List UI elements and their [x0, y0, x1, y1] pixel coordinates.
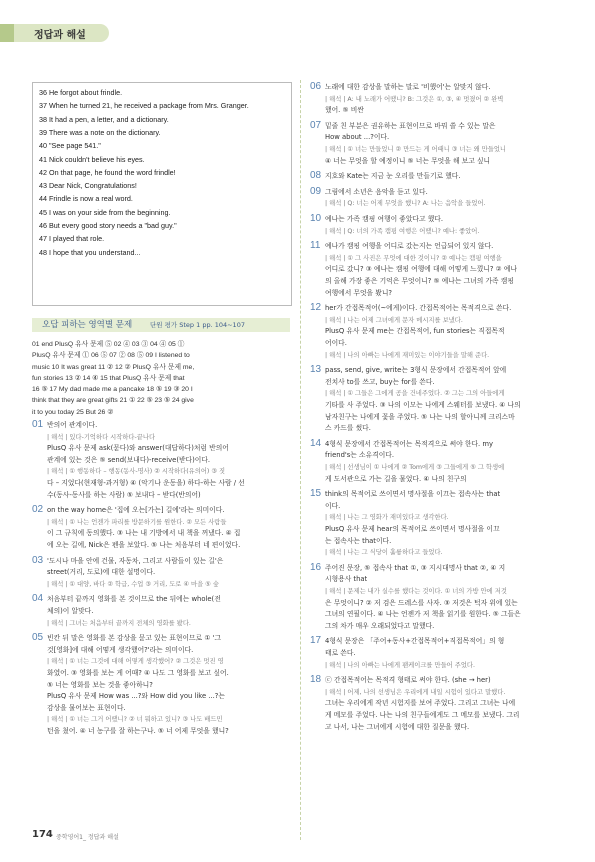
item-line: 반의어 관계이다. [47, 421, 98, 429]
item-line: 게 메모를 주었다. 나는 나의 친구들에게도 그 메모를 보냈다. 그리 [325, 710, 520, 719]
item-line: 그녀는 우리에게 작년 시험지를 보여 주었다. 그리고 그녀는 나에 [325, 699, 516, 708]
item-line: 화였어. ③ 영화를 보는 게 어때? ④ 나도 그 영화를 보고 싶어. [47, 668, 229, 677]
item-line: her가 간접목적어(~에게)이다. 간접목적어는 목적격으로 쓴다. [325, 304, 512, 313]
item-line: ⑤ 너는 영화를 보는 것을 좋아하니? [47, 680, 153, 689]
item-line: | 해석 | 선생님이 ① 나에게 ② Tom에게 ③ 그들에게 ⑤ 그 학생에 [325, 463, 505, 471]
item-line: | 해석 | 나의 아빠는 나에게 팬케이크를 만들어 주었다. [325, 661, 475, 669]
item-line: 4형식 문장에서 간접목적어는 목적격으로 써야 한다. my [325, 439, 493, 448]
explanation-item [310, 241, 578, 299]
explanation-item [310, 121, 578, 167]
item-line: | 해석 | 나는 그 영화가 재미있다고 생각한다. [325, 514, 449, 522]
item-line: | 해석 | ① 대양, 바다 ② 학급, 수업 ③ 거리, 도로 ④ 마을 ⑤ 숲 [47, 580, 219, 588]
answer-line: 16 ⑤ 17 My dad made me a pancake 18 ⑤ 19 ③ 20 I [32, 386, 193, 394]
item-line: | 해석 | 나는 어제 그녀에게 문자 메시지를 보냈다. [325, 316, 463, 324]
item-line: ⓒ 간접목적어는 목적격 형태로 써야 한다. (she → her) [325, 676, 491, 685]
item-line: 전치사 to를 쓰고, buy는 for를 쓴다. [325, 377, 435, 386]
explanation-item [32, 633, 294, 737]
item-line: | 해석 | Q: 너는 어제 무엇을 했니? A: 나는 음악을 들었어. [325, 200, 486, 208]
item-number: 07 [310, 119, 322, 131]
section-header [32, 318, 290, 332]
item-number: 11 [310, 240, 321, 252]
explanation-item [310, 214, 578, 237]
explanation-item [310, 439, 578, 485]
item-line: 예나는 가족 캠핑 여행이 좋았다고 했다. [325, 215, 444, 223]
item-line: | 해석 | ① 그들은 그에게 공을 건네주었다. ② 그는 그의 아들에게 [325, 390, 505, 398]
item-line: street(거리, 도로)에 대한 설명이다. [47, 568, 156, 577]
explanation-item [310, 636, 578, 671]
item-line: 고 나서, 나는 그녀에게 시험에 대한 질문을 했다. [325, 722, 470, 731]
item-line: 수(동사-동사를 하는 사람) ⑤ 보내다 – 받다(반의어) [47, 490, 201, 499]
item-line: | 해석 | 그녀는 처음부터 끝까지 전체의 영화를 봤다. [47, 619, 191, 627]
item-number: 08 [310, 170, 322, 182]
item-line: | 해석 | ① 그 사진은 무엇에 대한 것이니? ② 예나는 캠핑 여행을 [325, 254, 502, 262]
item-line: think의 목적어로 쓰이면서 명사절을 이끄는 접속사는 that [325, 490, 501, 499]
explanation-item [310, 82, 578, 117]
item-line: 이다. [325, 501, 341, 510]
box-line: 37 When he turned 21, he received a package from Mrs. Granger. [39, 101, 249, 111]
item-number: 14 [310, 437, 322, 449]
item-line: 그의 차가 매우 오래되었다고 말했다. [325, 621, 435, 630]
section-subtitle: 단원 평가 Step 1 pp. 104~107 [150, 321, 245, 329]
item-line: 했어. ⑤ 비싼 [325, 106, 364, 115]
item-line: friend's는 소유격이다. [325, 451, 395, 460]
section-title: 오답 피하는 영역별 문제 [42, 320, 133, 330]
item-line: 남자친구는 나에게 꽃을 주었다. ⑤ 나는 나의 할아니께 크리스마 [325, 412, 515, 421]
answer-line: it to you today 25 But 26 ② [32, 408, 114, 416]
explanation-item [310, 675, 578, 733]
item-line: PlusQ 유사 문제 me는 간접목적어, fun stories는 직접목적 [325, 327, 505, 336]
item-line: ④ 너는 무엇을 할 예정이니 ⑤ 너는 무엇을 해 보고 싶니 [325, 156, 491, 165]
box-line: 46 But every good story needs a "bad guy." [39, 221, 177, 230]
item-line: 것[영화]에 대해 어떻게 생각했어?'라는 의미이다. [47, 645, 194, 654]
box-line: 38 It had a pen, a letter, and a dictionary. [39, 114, 169, 124]
item-line: 에 오는 길에, Nick은 펜을 보았다. ⑤ 나는 처음부터 네 편이었다. [47, 540, 241, 549]
item-line: | 해석 | 나는 그 식당이 훌륭하다고 들었다. [325, 549, 443, 557]
item-line: 태로 쓴다. [325, 648, 356, 657]
item-line: 스 카드를 썼다. [325, 424, 371, 433]
item-number: 12 [310, 302, 322, 314]
item-number: 03 [32, 554, 44, 566]
box-line: 41 Nick couldn't believe his eyes. [39, 154, 145, 164]
sentence-box [32, 82, 292, 306]
item-line: pass, send, give, write는 3형식 문장에서 간접목적어 앞에 [325, 366, 507, 375]
item-number: 17 [310, 635, 322, 647]
item-line: | 해석 | 나의 아빠는 나에게 재미있는 이야기들을 말해 준다. [325, 351, 490, 359]
item-line: PlusQ 유사 문제 ask(묻다)와 answer(대답하다)처럼 반의어 [47, 444, 229, 453]
footer-text: 중학영어1_ 정답과 해설 [56, 834, 119, 841]
item-line: | 해석 | ① 나는 언젠가 파리를 방문하기를 원한다. ② 모든 사람들 [47, 518, 227, 526]
item-line: 의 올해 가장 좋은 기억은 무엇이니? ⑤ 예나는 그녀의 가족 캠핑 [325, 276, 514, 285]
box-line: 43 Dear Nick, Congratulations! [39, 181, 137, 191]
item-line: 예나가 캠핑 여행을 어디로 갔는지는 언급되어 있지 않다. [325, 242, 494, 251]
explanation-item [310, 303, 578, 361]
item-line: 관계에 있는 것은 ⑤ send(보내다)-receive(받다)이다. [47, 455, 211, 464]
item-line: 감상을 물어보는 표현이다. [47, 703, 126, 712]
item-line: 게 도서관으로 가는 길을 물었다. ④ 나의 친구의 [325, 474, 467, 483]
explanation-item [310, 563, 578, 633]
item-line: 4형식 문장은 「주어+동사+간접목적어+직접목적어」의 형 [325, 637, 505, 646]
box-line: 45 I was on your side from the beginning. [39, 207, 171, 217]
explanation-item [32, 594, 294, 629]
item-line: 처음부터 끝까지 영화를 본 것이므로 the 뒤에는 whole(전 [47, 595, 221, 604]
explanation-item [310, 489, 578, 559]
header-tab [0, 24, 14, 42]
item-line: | 해석 | 문제는 내가 실수를 했다는 것이다. ① 너의 가방 안에 저것 [325, 587, 507, 595]
explanation-item [32, 556, 294, 591]
item-line: 시형용사 that [325, 575, 368, 584]
box-line: 48 I hope that you understand... [39, 247, 141, 257]
page-number: 174 [32, 829, 53, 840]
item-number: 02 [32, 504, 44, 516]
item-line: 체의)이 알맞다. [47, 606, 94, 615]
item-line: 지호와 Kate는 지금 눈 오리를 만들기로 했다. [325, 172, 461, 181]
explanation-item [32, 505, 294, 551]
item-line: How about ...?이다. [325, 133, 390, 142]
page-title: 정답과 해설 [34, 30, 86, 41]
item-number: 09 [310, 185, 322, 197]
column-divider [300, 80, 301, 840]
item-number: 16 [310, 561, 322, 573]
item-line: 은 무엇이니? ② 저 검은 드레스를 사자. ③ 저것은 턱자 위에 있는 [325, 598, 518, 607]
item-number: 06 [310, 81, 322, 92]
box-line: 39 There was a note on the dictionary. [39, 127, 161, 137]
item-line: 기타를 사 주었다. ③ 나의 이모는 나에게 스웨터를 보냈다. ④ 나의 [325, 400, 521, 409]
item-number: 13 [310, 364, 322, 376]
item-line: | 해석 | ① 행동하다 – 행동(동사-명사) ② 시작하다(유의어) ③ 짓 [47, 468, 226, 476]
item-number: 18 [310, 674, 322, 686]
answer-key [32, 339, 294, 418]
answer-line: music 10 It was great 11 ② 12 ② PlusQ 유사 문제 me, [32, 363, 195, 371]
item-line: 는 접속사는 that이다. [325, 536, 392, 545]
item-line: PlusQ 유사 문제 How was ...?와 How did you like ...?는 [47, 692, 225, 701]
item-line: 어디로 갔니? ③ 예나는 캠핑 여행에 대해 어떻게 느꼈니? ② 예나 [325, 265, 518, 274]
item-line: 주어진 문장, ⑤ 접속사 that ①, ③ 지시대명사 that ②, ④ 지 [325, 563, 506, 572]
item-line: 다 – 지었다(현재형-과거형) ④ (악기나 운동을) 하다-하는 사람 / 선 [47, 478, 245, 487]
item-line: 여행에서 무엇을 봤니? [325, 288, 393, 297]
item-line: 그림에서 소년은 음악을 듣고 있다. [325, 187, 428, 196]
answer-line: PlusQ 유사 문제 ① 06 ⑤ 07 ② 08 ⑤ 09 I listened to [32, 352, 190, 360]
item-line: 턴을 쳤어. ④ 너 농구를 잘 하는구나. ⑤ 너 어제 무엇을 했니? [47, 726, 229, 735]
item-number: 10 [310, 213, 322, 224]
item-line: | 해석 | ① 너는 만들었니 ② 만드는 게 어때니 ③ 너는 왜 만들었니 [325, 145, 507, 153]
item-number: 05 [32, 632, 44, 644]
item-line: | 해석 | A: 내 노래가 어땠니? B: 그것은 ①, ③, ④ 멋졌어 ② 완벽 [325, 95, 504, 103]
item-line: 빈칸 뒤 말은 영화를 본 감상을 묻고 있는 표현이므로 ① '그 [47, 634, 222, 643]
item-line: 어이다. [325, 338, 347, 347]
answer-line: fun stories 13 ② 14 ④ 15 that PlusQ 유사 문제 that [32, 374, 185, 382]
explanation-item [310, 187, 578, 210]
explanation-item [310, 365, 578, 435]
box-line: 44 Frindle is now a real word. [39, 194, 133, 204]
answer-line: think that they are great gifts 21 ① 22 ⑤ 23 ⑤ 24 give [32, 397, 194, 405]
item-number: 15 [310, 488, 322, 500]
answer-line: 01 end PlusQ 유사 문제 ⑤ 02 ④ 03 ③ 04 ④ 05 ① [32, 341, 185, 348]
item-line: | 해석 | 어제, 나의 선생님은 우리에게 내일 시험이 있다고 말했다. [325, 688, 506, 696]
item-number: 01 [32, 419, 44, 430]
box-line: 47 I played that role. [39, 234, 105, 244]
item-line: '도시나 마을 안에 건물, 자동차, 그리고 사람들이 있는 길'은 [47, 556, 224, 565]
item-line: 그녀의 연필이다. ④ 나는 언젠가 저 책을 읽기를 원한다. ⑤ 그들은 [325, 610, 521, 619]
box-line: 36 He forgot about frindle. [39, 88, 123, 97]
item-line: | 해석 | ① 너는 그거 어땠니? ② 너 뭐하고 있니? ③ 나도 배드민 [47, 716, 223, 724]
item-line: 밑줄 친 부분은 권유하는 표현이므로 바꿔 쓸 수 있는 말은 [325, 121, 496, 130]
item-number: 04 [32, 593, 44, 605]
item-line: 이 그 규칙에 동의했다. ③ 나는 내 기방에서 내 책을 꺼냈다. ④ 집 [47, 529, 241, 538]
item-line: on the way home은 '집에 오는[가는] 길에'라는 의미이다. [47, 506, 225, 515]
item-line: PlusQ 유사 문제 hear의 목적어로 쓰이면서 명사절을 이끄 [325, 524, 500, 533]
item-line: | 해석 | 있다-기억하다 시작하다-끝나다 [47, 433, 156, 441]
box-line: 40 "See page 541." [39, 141, 101, 151]
explanation-item [310, 171, 578, 183]
explanation-item [32, 420, 294, 501]
item-line: 노래에 대한 감상을 말하는 말로 '비했어'는 알맞지 않다. [325, 83, 491, 91]
item-line: | 해석 | ① 너는 그것에 대해 어떻게 생각했어? ② 그것은 멋진 영 [47, 658, 224, 666]
box-line: 42 On that page, he found the word frindle! [39, 167, 176, 177]
item-line: | 해석 | Q: 너의 가족 캠핑 여행은 어땠니? 예나: 좋았어. [325, 227, 480, 235]
